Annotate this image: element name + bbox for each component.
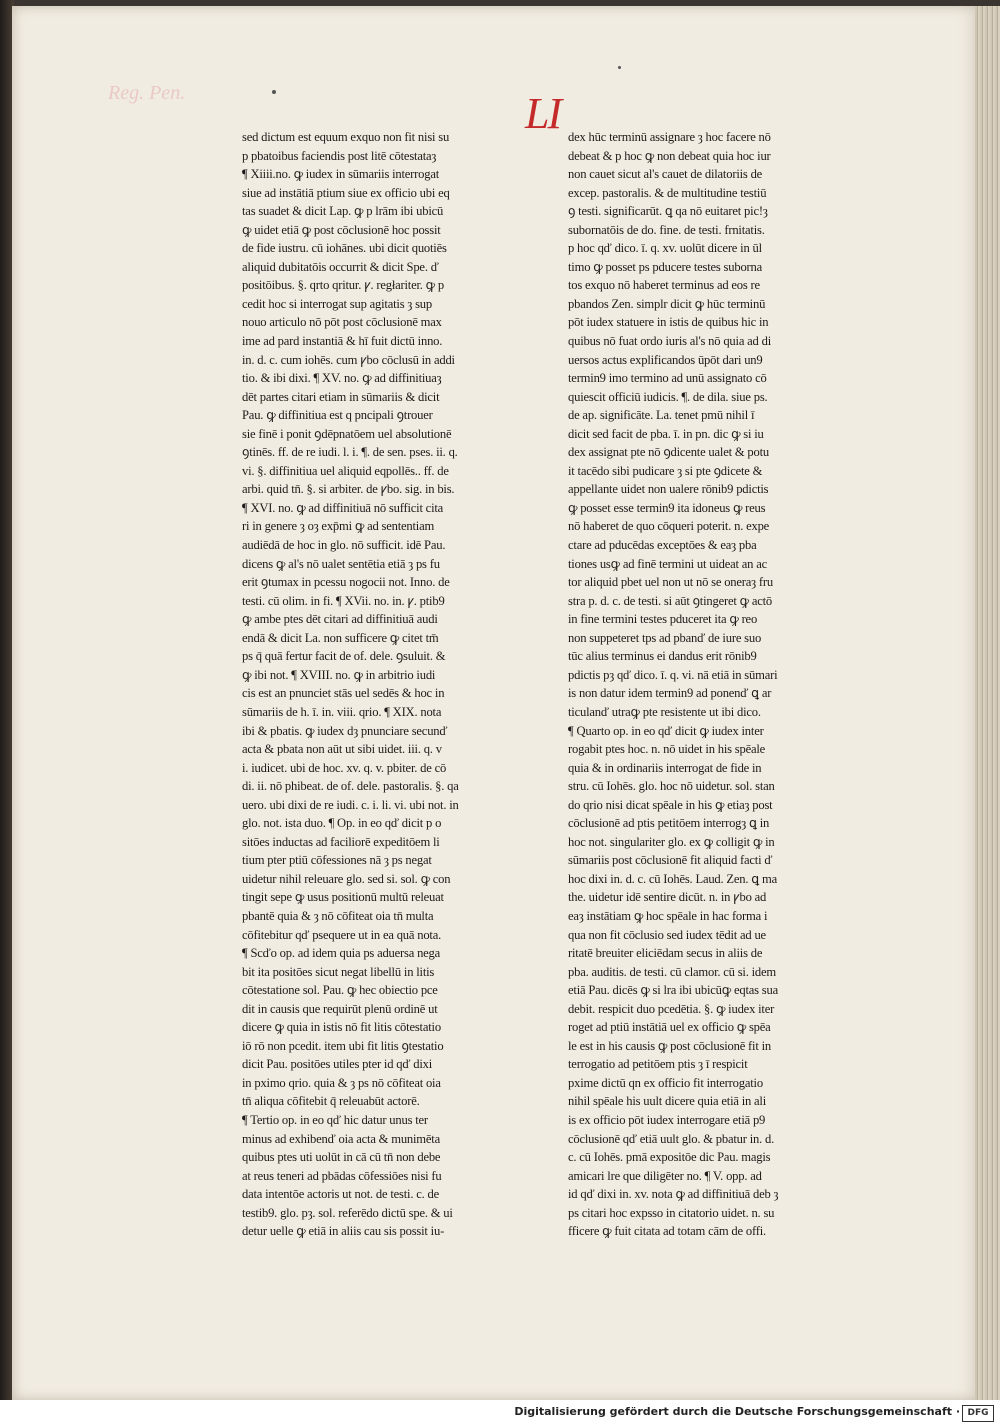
text-line: ꝯtinēs. ff. de re iudi. l. i. ¶. de sen. pses. ii. q. xyxy=(242,445,458,460)
text-line: cedit hoc si interrogat sup agitatis ȝ sup xyxy=(242,296,432,311)
text-line: ¶ Scďo op. ad idem quia ps aduersa nega xyxy=(242,946,441,961)
text-line: fficere ꝙ fuit citata ad totam cām de offi. xyxy=(568,1224,766,1239)
funding-credit: Digitalisierung gefördert durch die Deutsche Forschungsgemeinschaft · xyxy=(514,1405,960,1418)
margin-note: Reg. Pen. xyxy=(108,82,186,104)
text-line: sūmariis de h. ī. in. viii. qrio. ¶ XIX. nota xyxy=(242,704,442,719)
text-line: positōibus. §. qrto qritur. ꝩ. regłariter. ꝙ p xyxy=(242,278,444,293)
text-line: hoc dixi in. d. c. cū Iohēs. Laud. Zen. ꝗ ma xyxy=(568,871,778,886)
text-line: it tacēdo sibi pudicare ȝ si pte ꝯdicete & xyxy=(568,463,763,478)
text-line: tium pter ptiū cōfessiones nā ȝ ps negat xyxy=(242,853,432,868)
text-line: appellante uidet non ualere rōnib9 pdictis xyxy=(568,482,769,497)
text-line: debit. respicit duo pcedētia. §. ꝙ iudex iter xyxy=(568,1001,775,1016)
text-line: ibi & pbatis. ꝙ iudex dȝ pnunciare secunď xyxy=(242,723,448,738)
text-line: etiā Pau. dicēs ꝙ si lra ibi ubicūꝙ eqtas sua xyxy=(568,983,778,998)
text-line: uersos actus explificandos ūpōt dari un9 xyxy=(568,352,763,367)
text-line: de ap. significāte. La. tenet pmū nihil ī xyxy=(568,408,755,423)
ink-spot xyxy=(618,66,621,69)
text-line: the. uidetur idē sentire dicūt. n. in ꝩbo ad xyxy=(568,890,767,905)
text-line: dex assignat pte nō ꝯdicente ualet & potu xyxy=(568,445,769,460)
text-line: detur uelle ꝙ etiā in aliis cau sis possit iu- xyxy=(242,1224,445,1239)
text-line: non suppeteret tps ad pbanď de iure suo xyxy=(568,630,762,645)
text-line: pxime dictū qn ex officio fit interrogatio xyxy=(568,1075,763,1090)
text-line: stru. cū Iohēs. glo. hoc nō uidetur. sol. stan xyxy=(568,779,775,794)
text-line: ꝙ posset esse termin9 ita idoneus ꝙ reus xyxy=(568,500,766,515)
text-line: sie finē i ponit ꝯdēpnatōem uel absolutionē xyxy=(242,426,452,441)
text-line: endā & dicit La. non sufficere ꝙ citet tm̄ xyxy=(242,630,439,645)
folio-number: LI xyxy=(525,89,561,138)
text-line: de fide iustru. cū iohānes. ubi dicit quotiēs xyxy=(242,241,447,256)
text-line: c. cū Iohēs. pmā expositōe dic Pau. magis xyxy=(568,1150,771,1165)
text-line: eaȝ instātiam ꝙ hoc spēale in hac forma i xyxy=(568,908,768,923)
text-line: cis est an pnunciet stās uel sedēs & hoc in xyxy=(242,686,445,701)
text-line: tor aliquid pbet uel non ut nō se oneraȝ fru xyxy=(568,575,773,590)
text-line: quiescit officiū iudicis. ¶. de dila. siue ps. xyxy=(568,389,768,404)
text-line: in pximo qrio. quia & ȝ ps nō cōfiteat oia xyxy=(242,1075,441,1090)
text-line: cōclusionē qď etiā uult glo. & pbatur in. d. xyxy=(568,1131,775,1146)
text-line: is ex officio pōt iudex interrogare etiā p9 xyxy=(568,1112,766,1127)
text-line: hoc not. singulariter glo. ex ꝙ colligit ꝙ in xyxy=(568,834,775,849)
text-line: debeat & p hoc ꝙ non debeat quia hoc iur xyxy=(568,148,771,163)
text-line: termin9 imo termino ad unū assignato cō xyxy=(568,371,767,386)
text-line: pbandos Zen. simplr dicit ꝙ hūc terminū xyxy=(568,296,766,311)
text-line: id qď dixi in. xv. nota ꝙ ad diffinitiuā deb ȝ xyxy=(568,1187,779,1202)
text-line: is non datur idem termin9 ad ponenď ꝗ ar xyxy=(568,686,772,701)
text-line: quibus nō fuat ordo iuris al's nō quia ad di xyxy=(568,334,771,349)
text-line: dēt partes citari etiam in sūmariis & dicit xyxy=(242,389,440,404)
text-line: pba. auditis. de testi. cū clamor. cū si. idem xyxy=(568,964,776,979)
text-line: stra p. d. c. de testi. si aūt ꝯtingeret ꝙ actō xyxy=(568,593,772,608)
text-line: ¶ XVI. no. ꝙ ad diffinitiuā nō sufficit cita xyxy=(242,500,444,515)
text-line: subornatōis de do. fine. de testi. frnitatis. xyxy=(568,222,765,237)
text-line: quibus ptes uti uolūt in cā cū tn̄ non debe xyxy=(242,1150,441,1165)
text-line: ꝙ uidet etiā ꝙ post cōclusionē hoc possit xyxy=(242,222,441,237)
text-line: rogabit ptes hoc. n. nō uidet in his spēale xyxy=(568,742,766,757)
text-line: tūc alius terminus ei dandus erit rōnib9 xyxy=(568,649,757,664)
text-line: di. ii. nō phibeat. de of. dele. pastoralis. §. qa xyxy=(242,779,459,794)
text-line: cōtestatione sol. Pau. ꝙ hec obiectio pce xyxy=(242,983,438,998)
text-line: tos exquo nō haberet terminus ad eos re xyxy=(568,278,760,293)
text-line: ꝯ testi. significarūt. ꝗ qa nō euitaret pic!ȝ xyxy=(568,204,768,219)
text-line: p hoc qď dico. ī. q. xv. uolūt dicere in ūl xyxy=(568,241,762,256)
text-line: tiones usꝙ ad finē termini ut uideat an ac xyxy=(568,556,767,571)
text-line: aliquid dubitatōis occurrit & dicit Spe. ď xyxy=(242,259,439,274)
text-line: uero. ubi dixi de re iudi. c. i. li. vi. ubi not. in xyxy=(242,797,459,812)
text-line: le est in his causis ꝙ post cōclusionē fit in xyxy=(568,1038,771,1053)
text-line: quia & in ordinariis interrogat de fide in xyxy=(568,760,762,775)
text-line: dex hūc terminū assignare ȝ hoc facere nō xyxy=(568,130,771,144)
text-line: erit ꝯtumax in pcessu nogocii not. Inno. de xyxy=(242,575,450,590)
text-line: testib9. glo. pȝ. sol. referēdo dictū spe. & ui xyxy=(242,1205,453,1220)
text-line: qua non fit cōclusio sed iudex tēdit ad ue xyxy=(568,927,766,942)
text-line: dicens ꝙ al's nō ualet sentētia etiā ȝ ps fu xyxy=(242,556,440,571)
text-line: pbantē quia & ȝ nō cōfiteat oia tn̄ multa xyxy=(242,908,434,923)
right-text-column xyxy=(568,128,840,1241)
text-line: in fine termini testes pduceret ita ꝙ reo xyxy=(568,612,758,627)
text-line: minus ad exhibenď oia acta & munimēta xyxy=(242,1131,440,1146)
text-line: do qrio nisi dicat spēale in his ꝙ etiaȝ post xyxy=(568,797,773,812)
text-line: vi. §. diffinitiua uel aliquid eqpollēs.. ff. de xyxy=(242,463,449,478)
text-line: dicit sed facit de pba. ī. in pn. dic ꝙ si iu xyxy=(568,426,764,441)
text-line: nō haberet de quo cōqueri poterit. n. expe xyxy=(568,519,770,534)
text-line: dit in causis que requirūt plenū ordinē ut xyxy=(242,1001,438,1016)
text-line: ritatē breuiter eliciēdam secus in aliis de xyxy=(568,946,763,961)
text-line: cōclusionē ad ptis petitōem interrogȝ ꝗ in xyxy=(568,816,770,831)
text-line: ctare ad pducēdas exceptōes & eaȝ pba xyxy=(568,538,757,553)
text-line: glo. not. ista duo. ¶ Op. in eo qď dicit p o xyxy=(242,816,442,831)
text-line: p pbatoibus faciendis post litē cōtestataȝ xyxy=(242,148,437,163)
text-line: sitōes inductas ad faciliorē expeditōem li xyxy=(242,834,440,849)
text-line: nouo articulo nō pōt post cōclusionē max xyxy=(242,315,442,330)
text-line: iō rō non pcedit. item ubi fit litis ꝯtestatio xyxy=(242,1038,444,1053)
text-line: timo ꝙ posset ps pducere testes suborna xyxy=(568,259,763,274)
page-edges xyxy=(975,6,1000,1400)
text-line: i. iudicet. ubi de hoc. xv. q. v. pbiter. de cō xyxy=(242,760,447,775)
text-line: cōfitebitur qď psequere ut in ea quā nota. xyxy=(242,927,442,942)
text-line: audiēdā de hoc in glo. nō sufficit. idē Pau. xyxy=(242,538,446,553)
text-line: pōt iudex statuere in istis de quibus hic in xyxy=(568,315,769,330)
text-line: roget ad ptiū instātiā uel ex officio ꝙ spēa xyxy=(568,1020,771,1035)
left-text-column xyxy=(242,128,514,1241)
ink-spot xyxy=(272,90,276,94)
text-line: acta & pbata non aūt ut sibi uidet. iii. q. v xyxy=(242,742,442,757)
dfg-logo-icon: DFG xyxy=(962,1405,994,1422)
footer-bar xyxy=(0,1400,1000,1426)
text-line: data intentōe actoris ut not. de testi. c. de xyxy=(242,1187,439,1202)
text-line: non cauet sicut al's cauet de dilatoriis de xyxy=(568,167,763,182)
text-line: uidetur nihil releuare glo. sed si. sol. ꝙ con xyxy=(242,871,451,886)
text-line: terrogatio ad petitōem ptis ȝ ī respicit xyxy=(568,1057,748,1072)
text-line: ¶ Xiiii.no. ꝙ iudex in sūmariis interrogat xyxy=(242,167,440,182)
text-line: dicit Pau. positōes utiles pter id qď dixi xyxy=(242,1057,433,1072)
text-line: ¶ Quarto op. in eo qď dicit ꝙ iudex inter xyxy=(568,723,764,738)
text-line: amicari lre que diligēter no. ¶ V. opp. ad xyxy=(568,1168,762,1183)
text-line: sūmariis post cōclusionē fit aliquid facti ď xyxy=(568,853,773,868)
text-line: Pau. ꝙ diffinitiua est q pncipali ꝯtrouer xyxy=(242,408,433,423)
text-line: ꝙ ambe ptes dēt citari ad diffinitiuā audi xyxy=(242,612,438,627)
text-line: excep. pastoralis. & de multitudine testiū xyxy=(568,185,767,200)
text-line: nihil spēale his uult dicere quia etiā in ali xyxy=(568,1094,767,1109)
text-line: in. d. c. cum iohēs. cum ꝩbo cōclusū in addi xyxy=(242,352,455,367)
text-line: ¶ Tertio op. in eo qď hic datur unus ter xyxy=(242,1112,428,1127)
text-line: ime ad pard instantiā & hī fuit dictū inno. xyxy=(242,334,443,349)
text-line: at reus teneri ad pbādas cōfessiōes nisi fu xyxy=(242,1168,442,1183)
text-line: tingit sepe ꝙ usus positionū multū releuat xyxy=(242,890,444,905)
text-line: testi. cū olim. in fi. ¶ XVii. no. in. ꝩ. ptib9 xyxy=(242,593,445,608)
text-line: siue ad instātiā ptium siue ex officio ubi eq xyxy=(242,185,450,200)
text-line: tn̄ aliqua cōfitebit q̄ releuabūt actorē. xyxy=(242,1094,420,1109)
text-line: bit ita positōes sicut negat libellū in litis xyxy=(242,964,435,979)
text-line: sed dictum est equum exquo non fit nisi su xyxy=(242,130,450,144)
text-line: pdictis pȝ qď dico. ī. q. vi. nā etiā in sūmari xyxy=(568,667,778,682)
text-line: ꝙ ibi not. ¶ XVIII. no. ꝙ in arbitrio iudi xyxy=(242,667,436,682)
text-line: tio. & ibi dixi. ¶ XV. no. ꝙ ad diffinitiuaȝ xyxy=(242,371,442,386)
text-line: arbi. quid tn̄. §. si arbiter. de ꝩbo. sig. in bis. xyxy=(242,482,455,497)
text-line: ri in genere ȝ oȝ exp̄mi ꝙ ad sententiam xyxy=(242,519,435,534)
text-line: tas suadet & dicit Lap. ꝙ p lrām ibi ubicū xyxy=(242,204,444,219)
text-line: dicere ꝙ quia in istis nō fit litis cōtestatio xyxy=(242,1020,441,1035)
text-line: ps citari hoc expsso in citatorio uidet. n. su xyxy=(568,1205,775,1220)
text-line: ticulanď utraꝙ pte resistente ut ibi dico. xyxy=(568,704,761,719)
text-line: ps q̄ quā fertur facit de of. dele. ꝯsuluit. & xyxy=(242,649,446,664)
